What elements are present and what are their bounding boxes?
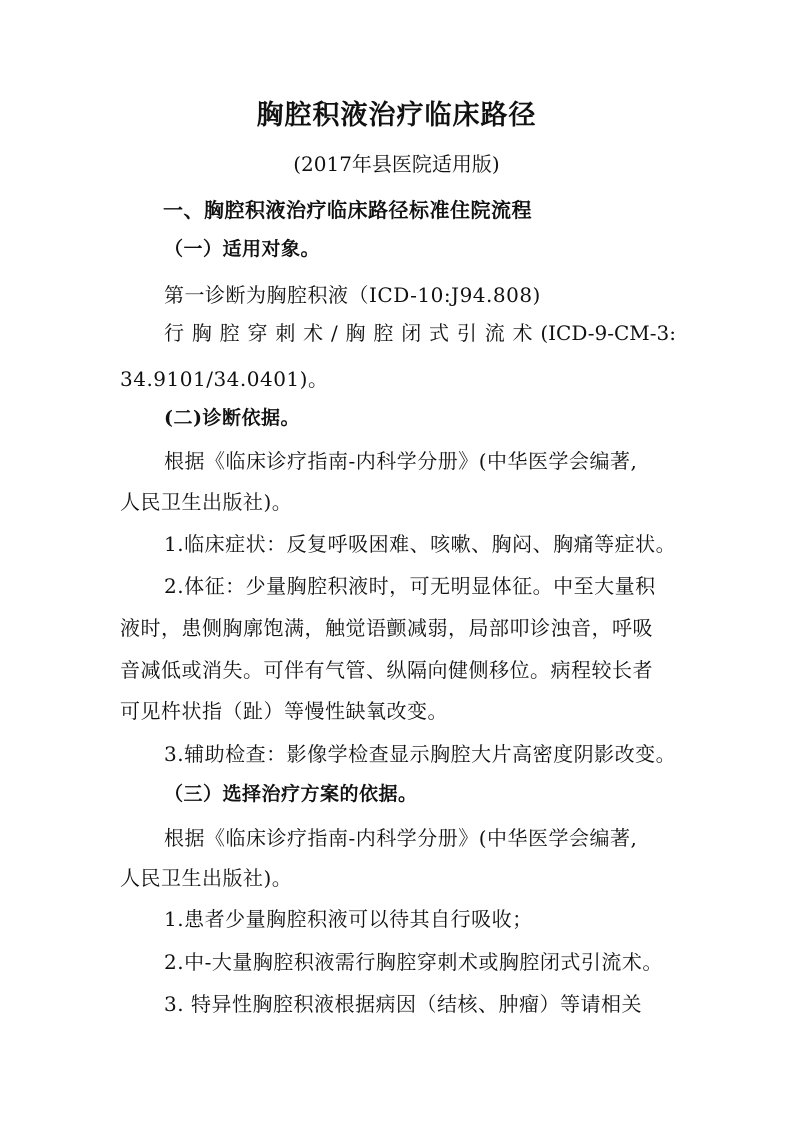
list-item-small-effusion: 1.患者少量胸腔积液可以待其自行吸收；: [164, 907, 533, 931]
list-item-signs-continued: 音减低或消失。可伴有气管、纵隔向健侧移位。病程较长者: [120, 658, 653, 682]
procedure-char: 引: [456, 321, 477, 345]
procedure-char: 胸: [191, 321, 212, 345]
procedure-char: 术: [303, 321, 324, 345]
procedure-char: 式: [429, 321, 450, 345]
subsection-heading-applicable-objects: （一）适用对象。: [164, 238, 321, 260]
procedure-char: 流: [484, 321, 505, 345]
paragraph-reference-continued: 人民卫生出版社)。: [120, 490, 293, 514]
procedure-char: 刺: [275, 321, 296, 345]
document-title: 胸腔积液治疗临床路径: [256, 100, 537, 131]
procedure-char: /: [330, 321, 338, 345]
section-heading-1: 一、胸腔积液治疗临床路径标准住院流程: [163, 198, 532, 222]
list-item-signs-continued: 液时，患侧胸廓饱满，触觉语颤减弱，局部叩诊浊音，呼吸: [120, 616, 653, 640]
procedure-char: 行: [164, 321, 184, 345]
subsection-heading-diagnosis-basis: (二)诊断依据。: [164, 407, 300, 429]
paragraph-first-diagnosis: 第一诊断为胸腔积液（ICD-10:J94.808): [164, 283, 541, 307]
paragraph-procedure-line: [164, 321, 676, 345]
procedure-char: 胸: [345, 321, 366, 345]
list-item-auxiliary-exam: 3.辅助检查：影像学检查显示胸腔大片高密度阴影改变。: [164, 742, 677, 766]
procedure-char: 穿: [247, 321, 268, 345]
paragraph-reference: 根据《临床诊疗指南-内科学分册》(中华医学会编著,: [164, 826, 638, 850]
paragraph-reference: 根据《临床诊疗指南-内科学分册》(中华医学会编著,: [164, 449, 638, 473]
list-item-signs-continued: 可见杵状指（趾）等慢性缺氧改变。: [120, 699, 448, 723]
paragraph-procedure-code-continued: 34.9101/34.0401)。: [120, 367, 329, 391]
document-subtitle: (2017年县医院适用版): [293, 152, 500, 176]
procedure-char: 腔: [373, 321, 394, 345]
procedure-char: 腔: [219, 321, 240, 345]
list-item-clinical-symptoms: 1.临床症状：反复呼吸困难、咳嗽、胸闷、胸痛等症状。: [164, 532, 677, 556]
list-item-large-effusion: 2.中-大量胸腔积液需行胸腔穿刺术或胸腔闭式引流术。: [164, 950, 663, 974]
paragraph-reference-continued: 人民卫生出版社)。: [120, 866, 293, 890]
procedure-char: 术: [512, 321, 533, 345]
list-item-specific-effusion: 3. 特异性胸腔积液根据病因（结核、肿瘤）等请相关: [164, 992, 642, 1016]
procedure-code: (ICD-9-CM-3:: [540, 321, 676, 345]
subsection-heading-treatment-basis: （三）选择治疗方案的依据。: [164, 783, 418, 805]
procedure-char: 闭: [401, 321, 422, 345]
list-item-signs: 2.体征：少量胸腔积液时，可无明显体征。中至大量积: [164, 574, 656, 598]
